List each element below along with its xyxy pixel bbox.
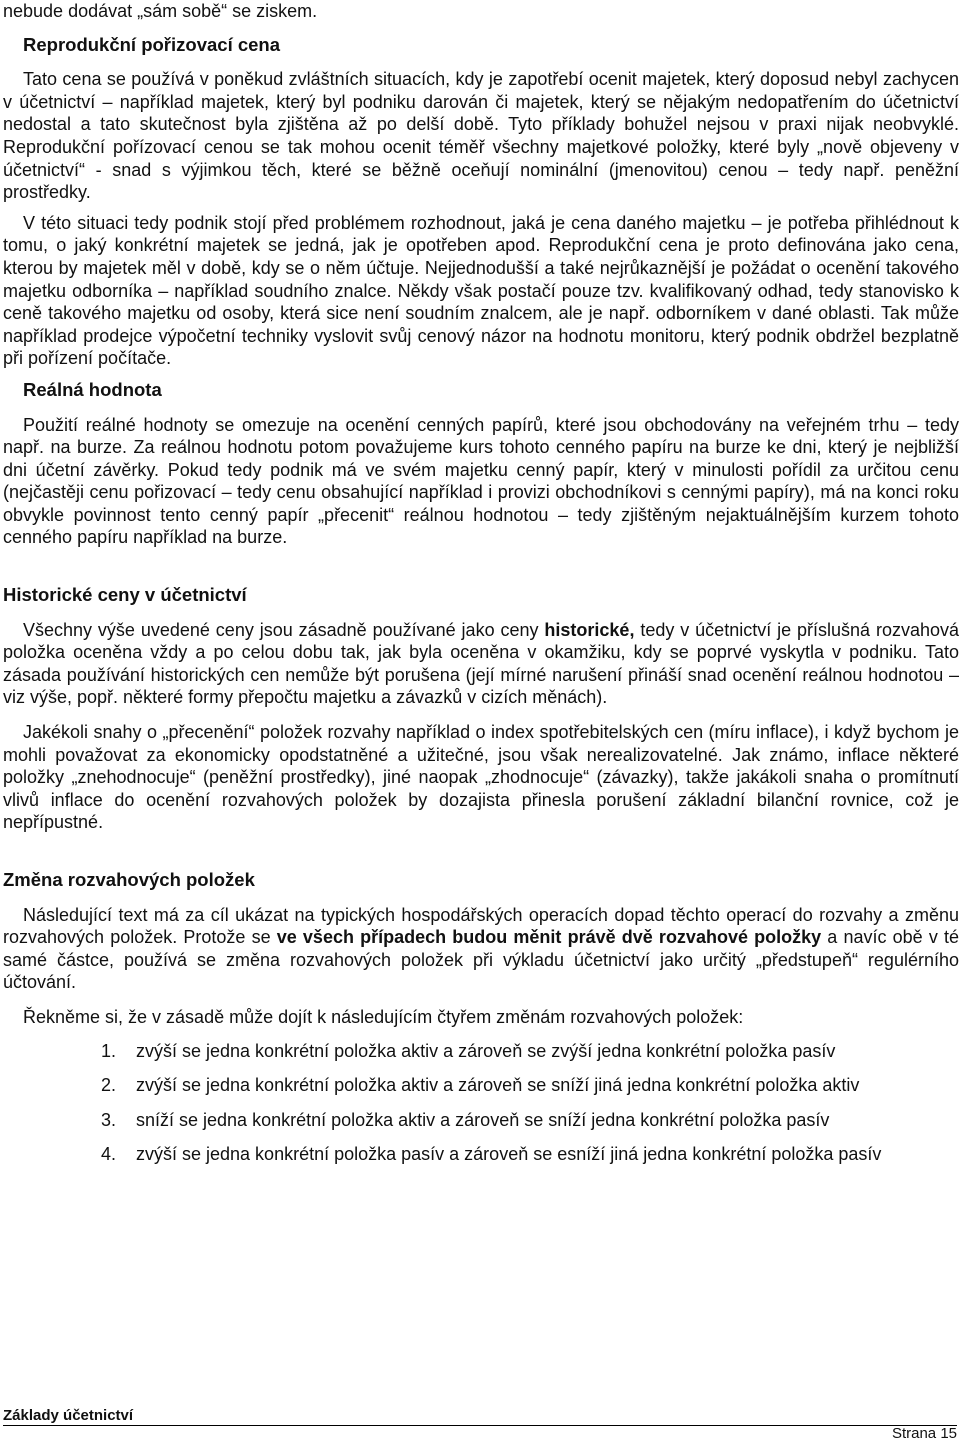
heading-historicke-ceny: Historické ceny v účetnictví	[3, 584, 247, 606]
list-item-number: 1.	[101, 1040, 117, 1061]
list-item-text: zvýší se jedna konkrétní položka aktiv a zároveň se sníží jiná jedna konkrétní položka aktiv	[136, 1075, 860, 1096]
footer-divider	[3, 1425, 957, 1426]
list-item	[3, 1040, 959, 1063]
footer-document-title: Základy účetnictví	[3, 1407, 134, 1424]
list-item-text: sníží se jedna konkrétní položka aktiv a zároveň se sníží jedna konkrétní položka pasív	[136, 1109, 830, 1130]
list-item-number: 2.	[101, 1075, 117, 1096]
historicke-paragraph-1: Všechny výše uvedené ceny jsou zásadně používané jako ceny historické, tedy v účetnictví je příslušná rozvahová položka oceněna vždy a po celou dobu tak, jak byla oceněna v okamžiku, kdy se poprvé vyskytla v podniku. Tato zásada používání historických cen nemůže být porušena (její mírné narušení přináší snad ocenění reálnou hodnotou – viz výše, popř. některé formy přepočtu majetku a závazků v cizích měnách).	[3, 619, 959, 708]
zmena-paragraph-2: Řekněme si, že v zásadě může dojít k následujícím čtyřem změnám rozvahových položek:	[23, 1006, 744, 1027]
list-item-number: 4.	[101, 1144, 117, 1165]
historicke-paragraph-2: Jakékoli snahy o „přecenění“ položek rozvahy například o index spotřebitelských cen (míru inflace), i když bychom je mohli považovat za ekonomicky opodstatněné a užitečné, jsou však nerealizovatelné. Jak známo, inflace některé položky „znehodnocuje“ (peněžní prostředky), jiné naopak „zhodnocuje“ (závazky), takže jakákoli snaha o promítnutí vlivů inflace do ocenění rozvahových položek by dozajista přinesla porušení základní bilanční rovnice, což je nepřípustné.	[3, 722, 959, 833]
list-item	[3, 1143, 959, 1166]
list-item-number: 3.	[101, 1109, 117, 1130]
changes-list	[3, 1040, 959, 1166]
list-item	[3, 1109, 959, 1132]
reprodukcni-paragraph-2: V této situaci tedy podnik stojí před problémem rozhodnout, jaká je cena daného majetku – je potřeba přihlédnout k tomu, o jaký konkrétní majetek se jedná, jak je opotřeben apod. Reprodukční cena je proto definována jako cena, kterou by majetek měl v době, kdy se o něm účtuje. Nejjednodušší a také nejrůkaznější je požádat o ocenění takového majetku odborníka – například soudního znalce. Někdy však postačí pouze tzv. kvalifikovaný odhad, tedy stanovisko k ceně takového majetku od osoby, která sice není soudním znalcem, ale je např. odborníkem v dané oblasti. Tak může například prodejce výpočetní techniky vyslovit svůj cenový názor na hodnotu monitoru, který podnik obdržel bezplatně při pořízení počítače.	[3, 212, 959, 369]
heading-reprodukcni-cena: Reprodukční pořizovací cena	[23, 33, 281, 55]
intro-tail-text: nebude dodávat „sám sobě“ se ziskem.	[3, 1, 318, 21]
zmena-paragraph-1: Následující text má za cíl ukázat na typických hospodářských operacích dopad těchto operací do rozvahy a změnu rozvahových položek. Protože se ve všech případech budou měnit právě dvě rozvahové položky a navíc obě v té samé částce, používá se změna rozvahových položek při výkladu účetnictví jako určitý „předstupeň“ regulérního účtování.	[3, 904, 959, 993]
emphasis-dve-polozky: ve všech případech budou měnit právě dvě rozvahové položky	[276, 927, 822, 948]
heading-realna-hodnota: Reálná hodnota	[23, 378, 162, 400]
list-item-text: zvýší se jedna konkrétní položka pasív a zároveň se esníží jiná jedna konkrétní položka pasív	[136, 1144, 882, 1165]
realna-paragraph-1: Použití reálné hodnoty se omezuje na ocenění cenných papírů, které jsou obchodovány na veřejném trhu – tedy např. na burze. Za reálnou hodnotu potom považujeme kurs tohoto cenného papíru na burze ke dni, který je nejbližší dni účetní závěrky. Pokud tedy podnik má ve svém majetku cenný papír, který v minulosti pořídil za určitou cenu (nejčastěji cenu pořizovací – tedy cenu obsahující například i provizi obchodníkovi s cennými papíry), má na konci roku obvykle povinnost tento cenný papír „přecenit“ reálnou hodnotou – tedy zjištěným nejaktuálnějším kurzem tohoto cenného papíru například na burze.	[3, 414, 959, 548]
reprodukcni-paragraph-1: Tato cena se používá v poněkud zvláštních situacích, kdy je zapotřebí ocenit majetek, který doposud nebyl zachycen v účetnictví – například majetek, který byl podniku darován či majetek, který se nějakým nedopatřením do účetnictví nedostal a tato skutečnost byla zjištěna až po delší době. Tyto příklady bohužel nejsou v praxi nijak neobvyklé. Reprodukční pořízovací cenou se tak mohou ocenit téměř všechny majetkové položky, které byly „nově objeveny v účetnictví“ - snad s výjimkou těch, které se běžně oceňují nominální (jmenovitou) cenou – tedy např. peněžní prostředky.	[3, 69, 959, 203]
list-item-text: zvýší se jedna konkrétní položka aktiv a zároveň se zvýší jedna konkrétní položka pasív	[136, 1040, 836, 1061]
footer-page-number: Strana 15	[891, 1425, 957, 1442]
list-item	[3, 1074, 959, 1097]
document-body	[3, 0, 959, 1166]
emphasis-historicke: historické,	[544, 619, 635, 640]
heading-zmena-rozvahovych-polozek: Změna rozvahových položek	[3, 869, 255, 890]
